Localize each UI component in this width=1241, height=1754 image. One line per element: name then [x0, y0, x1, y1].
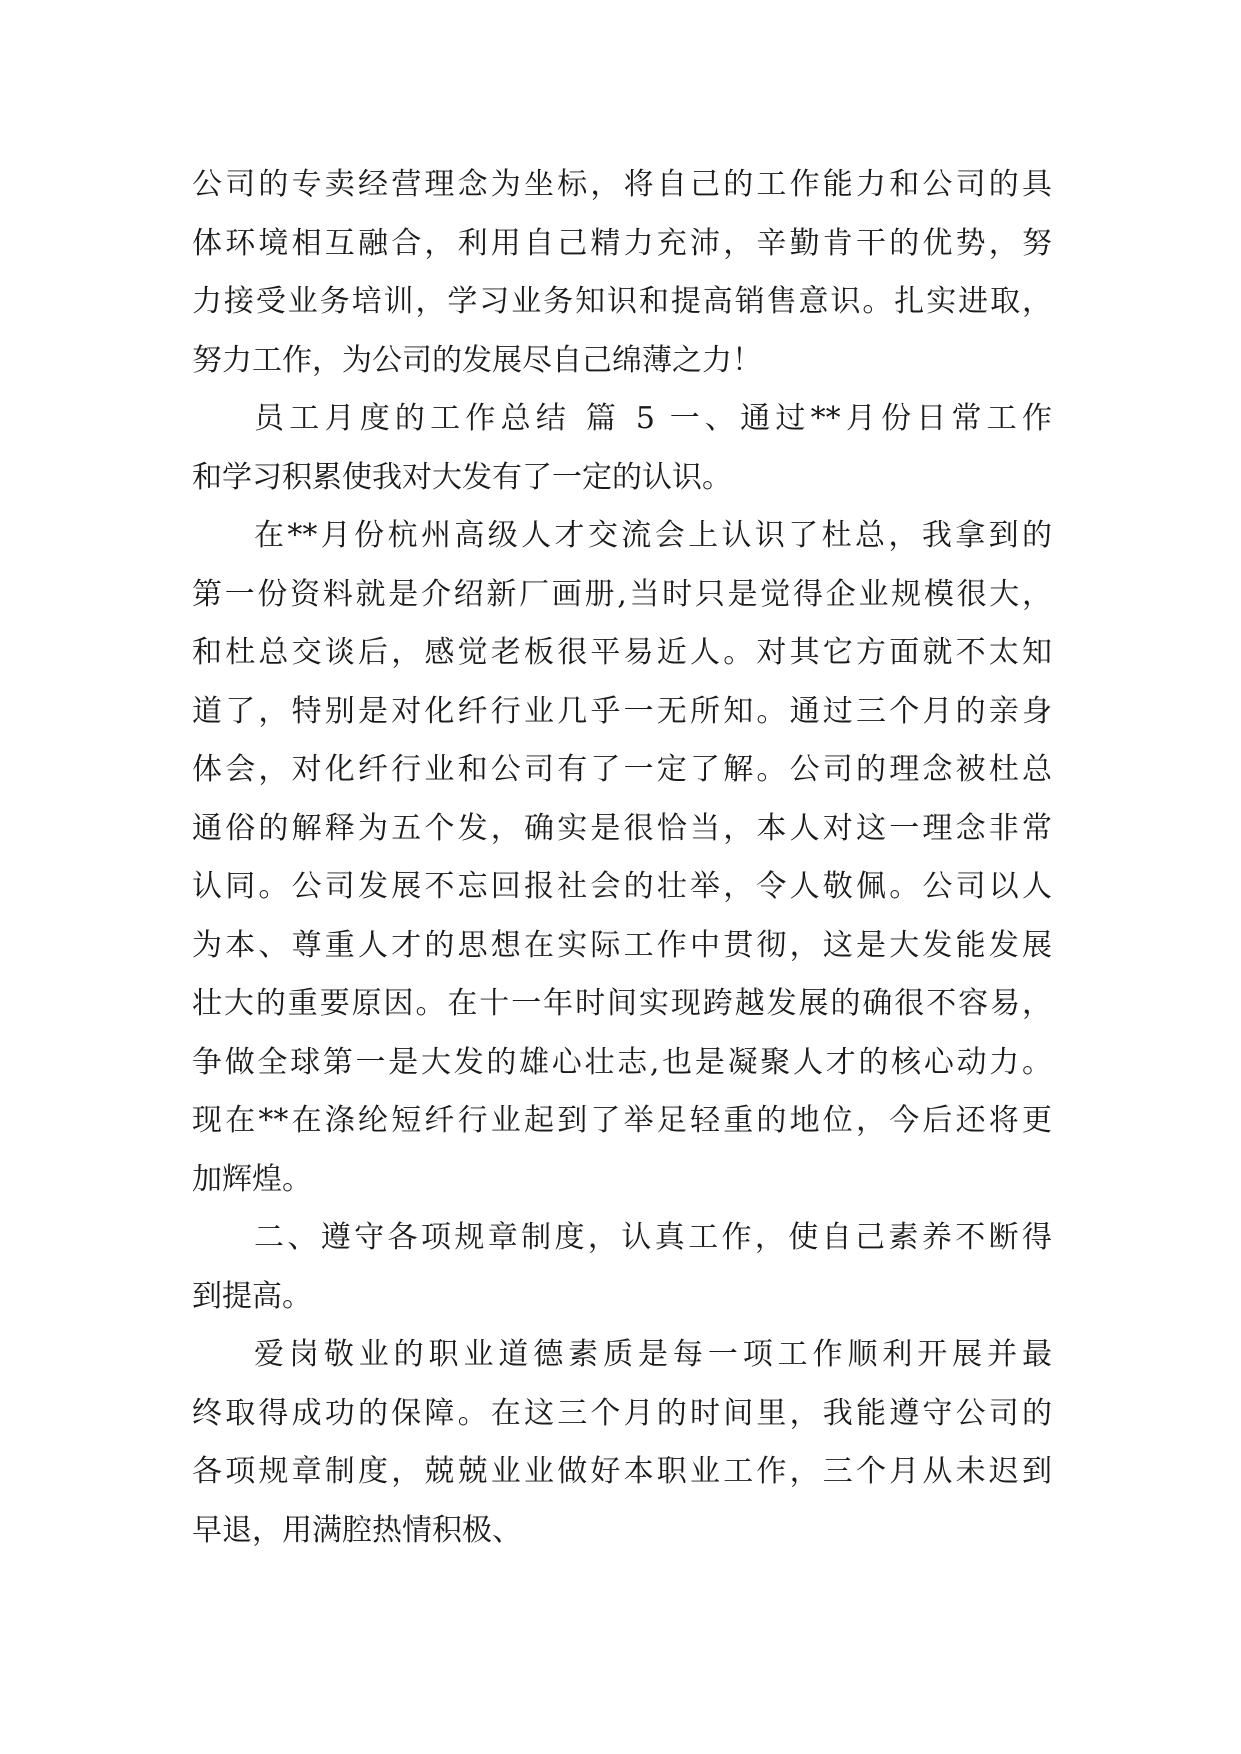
body-text [192, 164, 1052, 1568]
text-line: 和杜总交谈后，感觉老板很平易近人。对其它方面就不太知 [192, 635, 1052, 670]
text-line: 在**月份杭州高级人才交流会上认识了杜总，我拿到的 [254, 518, 1052, 553]
text-line: 努力工作，为公司的发展尽自己绵薄之力！ [192, 342, 762, 378]
text-line: 爱岗敬业的职业道德素质是每一项工作顺利开展并最 [254, 1337, 1052, 1372]
text-line: 力接受业务培训，学习业务知识和提高销售意识。扎实进取， [192, 284, 1052, 319]
text-line: 公司的专卖经营理念为坐标，将自己的工作能力和公司的具 [192, 167, 1052, 202]
text-line: 认同。公司发展不忘回报社会的壮举，令人敬佩。公司以人 [192, 869, 1052, 904]
text-line: 终取得成功的保障。在这三个月的时间里，我能遵守公司的 [192, 1395, 1052, 1431]
text-line: 各项规章制度，兢兢业业做好本职业工作，三个月从未迟到 [192, 1454, 1052, 1489]
text-line: 和学习积累使我对大发有了一定的认识。 [192, 459, 732, 495]
text-line: 壮大的重要原因。在十一年时间实现跨越发展的确很不容易， [192, 986, 1052, 1021]
text-line: 体环境相互融合，利用自己精力充沛，辛勤肯干的优势，努 [192, 225, 1052, 261]
text-line: 通俗的解释为五个发，确实是很恰当，本人对这一理念非常 [192, 810, 1052, 846]
text-line: 体会，对化纤行业和公司有了一定了解。公司的理念被杜总 [192, 752, 1052, 787]
text-line: 现在**在涤纶短纤行业起到了举足轻重的地位，今后还将更 [192, 1103, 1052, 1138]
text-line: 第一份资料就是介绍新厂画册,当时只是觉得企业规模很大， [192, 576, 1052, 612]
text-line: 二、遵守各项规章制度，认真工作，使自己素养不断得 [254, 1220, 1052, 1255]
text-line: 加辉煌。 [192, 1161, 312, 1197]
text-line: 道了，特别是对化纤行业几乎一无所知。通过三个月的亲身 [192, 693, 1052, 729]
text-line: 到提高。 [192, 1278, 312, 1314]
text-line: 为本、尊重人才的思想在实际工作中贯彻，这是大发能发展 [192, 927, 1052, 963]
text-line: 早退，用满腔热情积极、 [192, 1512, 522, 1548]
text-line: 争做全球第一是大发的雄心壮志,也是凝聚人才的核心动力。 [192, 1044, 1052, 1080]
text-line: 员工月度的工作总结 篇 5 一、通过**月份日常工作 [254, 401, 1052, 436]
